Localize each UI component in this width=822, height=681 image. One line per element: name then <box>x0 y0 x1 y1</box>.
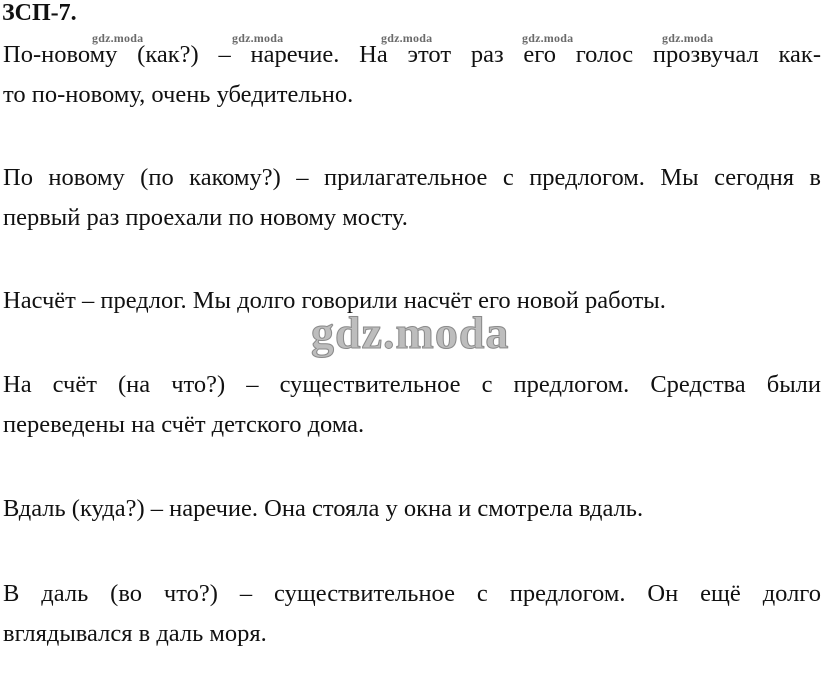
paragraph-na-schet-noun <box>3 365 821 445</box>
paragraph-vdal-adverb <box>3 489 821 529</box>
paragraph-line: первый раз проехали по новому мосту. <box>3 204 408 231</box>
exercise-title: ЗСП-7. <box>2 0 77 26</box>
paragraph-line: По-новому (как?) – наречие. На этот раз его голос прозвучал как- <box>3 41 821 68</box>
paragraph-po-novomu-adjective <box>3 158 821 238</box>
watermark-small: gdz.moda <box>232 31 284 45</box>
paragraph-line: вглядывался в даль моря. <box>3 620 267 647</box>
paragraph-line: то по-новому, очень убедительно. <box>3 81 354 108</box>
paragraph-naschet-preposition <box>3 281 821 321</box>
paragraph-line: На счёт (на что?) – существительное с предлогом. Средства были <box>3 371 821 398</box>
watermark-large: gdz.moda <box>311 307 510 358</box>
watermark-small: gdz.moda <box>662 31 714 45</box>
paragraph-v-dal-noun <box>3 574 821 654</box>
watermark-small: gdz.moda <box>381 31 433 45</box>
paragraph-line: переведены на счёт детского дома. <box>3 411 365 438</box>
watermark-small: gdz.moda <box>92 31 144 45</box>
paragraph-line: По новому (по какому?) – прилагательное с предлогом. Мы сегодня в <box>3 164 821 191</box>
paragraph-po-novomu-adverb <box>3 35 821 115</box>
paragraph-line: В даль (во что?) – существительное с предлогом. Он ещё долго <box>3 580 821 607</box>
paragraph-line: Вдаль (куда?) – наречие. Она стояла у окна и смотрела вдаль. <box>3 495 644 522</box>
watermark-small: gdz.moda <box>522 31 574 45</box>
paragraph-line: Насчёт – предлог. Мы долго говорили насчёт его новой работы. <box>3 287 666 314</box>
